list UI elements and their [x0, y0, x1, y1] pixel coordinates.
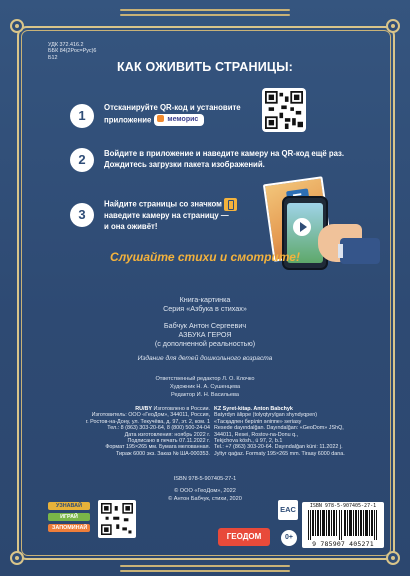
- ru-imprint-line: Формат 195×265 мм. Бумага мелованная.: [105, 444, 210, 451]
- kz-imprint-line: Jyltyr qaǵaz. Formaty 195×265 mm. Tiraay 6000 dana.: [214, 450, 345, 457]
- ru-imprint-line: Дата изготовления: ноябрь 2022 г.: [124, 431, 210, 438]
- step-number-2: 2: [70, 148, 94, 172]
- step-3-line-1-text: Найдите страницы со значком: [104, 199, 222, 209]
- tagline: Слушайте стихи и смотрите!: [110, 250, 300, 264]
- copyright-publisher: © ООО «ГеоДом», 2022: [174, 488, 236, 494]
- eac-mark: EAC: [278, 500, 298, 520]
- qr-code-icon: [101, 503, 133, 535]
- ar-phone-icon: [224, 198, 237, 211]
- isbn-text: ISBN 978-5-907405-27-1: [173, 476, 237, 482]
- memoris-app-name: мемoрис: [167, 115, 199, 123]
- credit-redactor: Редактор И. Н. Васильева: [171, 392, 239, 398]
- step-3-text: [104, 198, 269, 232]
- book-type: Книга-картинка: [179, 295, 231, 304]
- memoris-logo-icon: [157, 115, 164, 122]
- author-mark: Б12: [48, 54, 58, 61]
- kz-imprint-line: 344011, Resei, Rostov-na-Donu q.,: [214, 431, 299, 438]
- step-2-line-1: Войдите в приложение и наведите камеру на QR-код ещё раз.: [104, 149, 345, 158]
- bottom-ornament: [120, 562, 290, 574]
- kz-imprint-line: Resede dayındalğan. Dayındalğan: «GeoDom» JShQ,: [214, 425, 344, 432]
- classification-codes: [48, 42, 96, 61]
- step-2-line-2: Дождитесь загрузки пакета изображений.: [104, 159, 265, 169]
- barcode-isbn: ISBN 978-5-907405-27-1: [309, 503, 377, 509]
- barcode-digits: 9 785907 405271: [312, 540, 374, 548]
- step-1-text: [104, 103, 254, 126]
- qr-code-icon: [265, 91, 303, 129]
- memoris-app-logo: [154, 114, 204, 127]
- corner-ornament: [386, 19, 400, 33]
- step-1-line-1: Отсканируйте QR-код и установите: [104, 103, 241, 112]
- ru-imprint-line: Подписано в печать 07.11.2022 г.: [127, 438, 210, 445]
- badge-play: ИГРАЙ: [48, 513, 90, 521]
- corner-ornament: [10, 551, 24, 565]
- ru-imprint-line: Тираж 6000 экз. Заказ № ША-000353.: [115, 450, 210, 457]
- geodom-logo: ГЕОДОМ: [218, 528, 270, 546]
- ru-imprint: [48, 406, 210, 457]
- ru-imprint-line: Тел.: 8 (863) 303-20-64, 8 (800) 500-24-04: [107, 425, 210, 432]
- audience-note: Издание для детей дошкольного возраста: [137, 355, 273, 362]
- step-3-line-2: наведите камеру на страницу —: [104, 211, 229, 220]
- kz-imprint-line: «Тасқадпен беріліп әліппе» seriasy: [214, 418, 302, 425]
- play-icon: [293, 218, 311, 236]
- corner-ornament: [386, 551, 400, 565]
- badge-learn: УЗНАВАЙ: [48, 502, 90, 510]
- step-1-line-2-text: приложение: [104, 114, 152, 124]
- credit-editor: Ответственный редактор Л. О. Клочко: [155, 376, 255, 382]
- step-1-line-2: [104, 114, 254, 127]
- bbk-code: ББК 84(2Рос=Рус)6: [48, 48, 97, 55]
- step-2-text: [104, 149, 364, 170]
- ru-imprint-line: г. Ростов-на-Дону, ул. Текучёва, д. 97, эт. 2, ком. 1: [85, 418, 210, 425]
- author-name: Бабчук Антон Сергеевич: [163, 321, 247, 330]
- badge-remember: ЗАПОМИНАЙ: [48, 524, 90, 532]
- ru-imprint-made: Изготовлено в России.: [153, 406, 210, 412]
- ru-imprint-head: RU/BY: [135, 406, 153, 412]
- corner-ornament: [10, 19, 24, 33]
- barcode: [302, 502, 384, 548]
- age-rating: 0+: [281, 530, 297, 546]
- copyright-author: © Антон Бабчук, стихи, 2020: [168, 496, 242, 502]
- step-number-3: 3: [70, 203, 94, 227]
- kz-imprint: [214, 406, 386, 457]
- book-subtitle: (с дополненной реальностью): [154, 339, 256, 348]
- step-number-1: 1: [70, 104, 94, 128]
- page-title: КАК ОЖИВИТЬ СТРАНИЦЫ:: [116, 60, 294, 74]
- step-3-line-3: и она оживёт!: [104, 221, 158, 231]
- ru-imprint-line: Изготовитель: ООО «ГеоДом», 344011, Россия,: [91, 412, 210, 419]
- step-3-line-1: [104, 198, 269, 211]
- top-ornament: [120, 6, 290, 20]
- bottom-qr-code[interactable]: [98, 500, 136, 538]
- udk-code: УДК 372.416.2: [48, 42, 84, 48]
- kz-imprint-line: Tekjchova kösh., ü 97, 2, b.1: [214, 438, 283, 445]
- series-name: Серия «Азбука в стихах»: [163, 304, 247, 313]
- credit-artist: Художник Н. А. Сушенцева: [169, 384, 241, 390]
- kz-imprint-line: Tel.: +7 (863) 303-20-64. Dayındalğan küni: 11.2022 j.: [214, 444, 343, 451]
- kz-imprint-line: Batyrdyn älippe (tolyqtyrylgan shyndyqpen): [214, 412, 318, 419]
- book-title: АЗБУКА ГЕРОЯ: [178, 330, 232, 339]
- app-qr-code[interactable]: [262, 88, 306, 132]
- kz-imprint-head-text: KZ Syret-kitap. Anton Babchyk: [214, 406, 293, 412]
